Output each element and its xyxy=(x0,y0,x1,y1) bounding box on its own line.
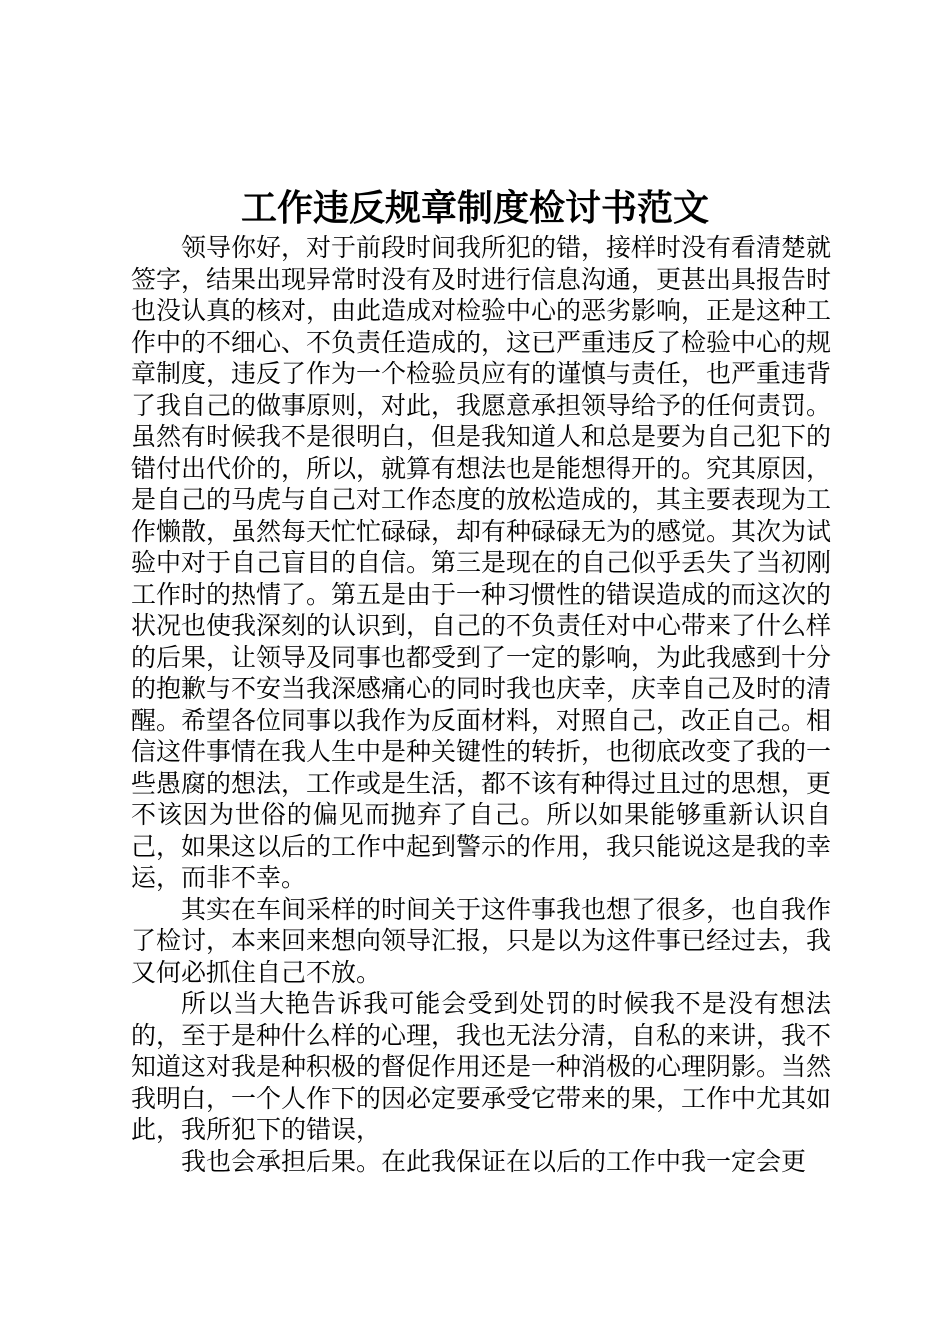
paragraph-1: 领导你好，对于前段时间我所犯的错，接样时没有看清楚就签字，结果出现异常时没有及时进行信息沟通，更甚出具报告时也没认真的核对，由此造成对检验中心的恶劣影响，正是这种工作中的不细心、不负责任造成的，这已严重违反了检验中心的规章制度，违反了作为一个检验员应有的谨慎与责任，也严重违背了我自己的做事原则，对此，我愿意承担领导给予的任何责罚。虽然有时候我不是很明白，但是我知道人和总是要为自己犯下的错付出代价的，所以，就算有想法也是能想得开的。究其原因，是自己的马虎与自己对工作态度的放松造成的，其主要表现为工作懒散，虽然每天忙忙碌碌，却有种碌碌无为的感觉。其次为试验中对于自己盲目的自信。第三是现在的自己似乎丢失了当初刚工作时的热情了。第五是由于一种习惯性的错误造成的而这次的状况也使我深刻的认识到，自己的不负责任对中心带来了什么样的后果，让领导及同事也都受到了一定的影响，为此我感到十分的抱歉与不安当我深感痛心的同时我也庆幸，庆幸自己及时的清醒。希望各位同事以我作为反面材料，对照自己，改正自己。相信这件事情在我人生中是种关键性的转折，也彻底改变了我的一些愚腐的想法，工作或是生活，都不该有种得过且过的思想，更不该因为世俗的偏见而抛弃了自己。所以如果能够重新认识自己，如果这以后的工作中起到警示的作用，我只能说这是我的幸运，而非不幸。 xyxy=(131,233,832,892)
document-body xyxy=(131,232,831,1177)
paragraph-4: 我也会承担后果。在此我保证在以后的工作中我一定会更 xyxy=(181,1146,807,1176)
paragraph-2: 其实在车间采样的时间关于这件事我也想了很多，也自我作了检讨，本来回来想向领导汇报，只是以为这件事已经过去，我又何必抓住自己不放。 xyxy=(131,894,832,987)
paragraph-3: 所以当大艳告诉我可能会受到处罚的时候我不是没有想法的，至于是种什么样的心理，我也无法分清，自私的来讲，我不知道这对我是种积极的督促作用还是一种消极的心理阴影。当然我明白，一个人作下的因必定要承受它带来的果，工作中尤其如此，我所犯下的错误， xyxy=(131,989,832,1144)
document-title: 工作违反规章制度检讨书范文 xyxy=(240,187,709,229)
